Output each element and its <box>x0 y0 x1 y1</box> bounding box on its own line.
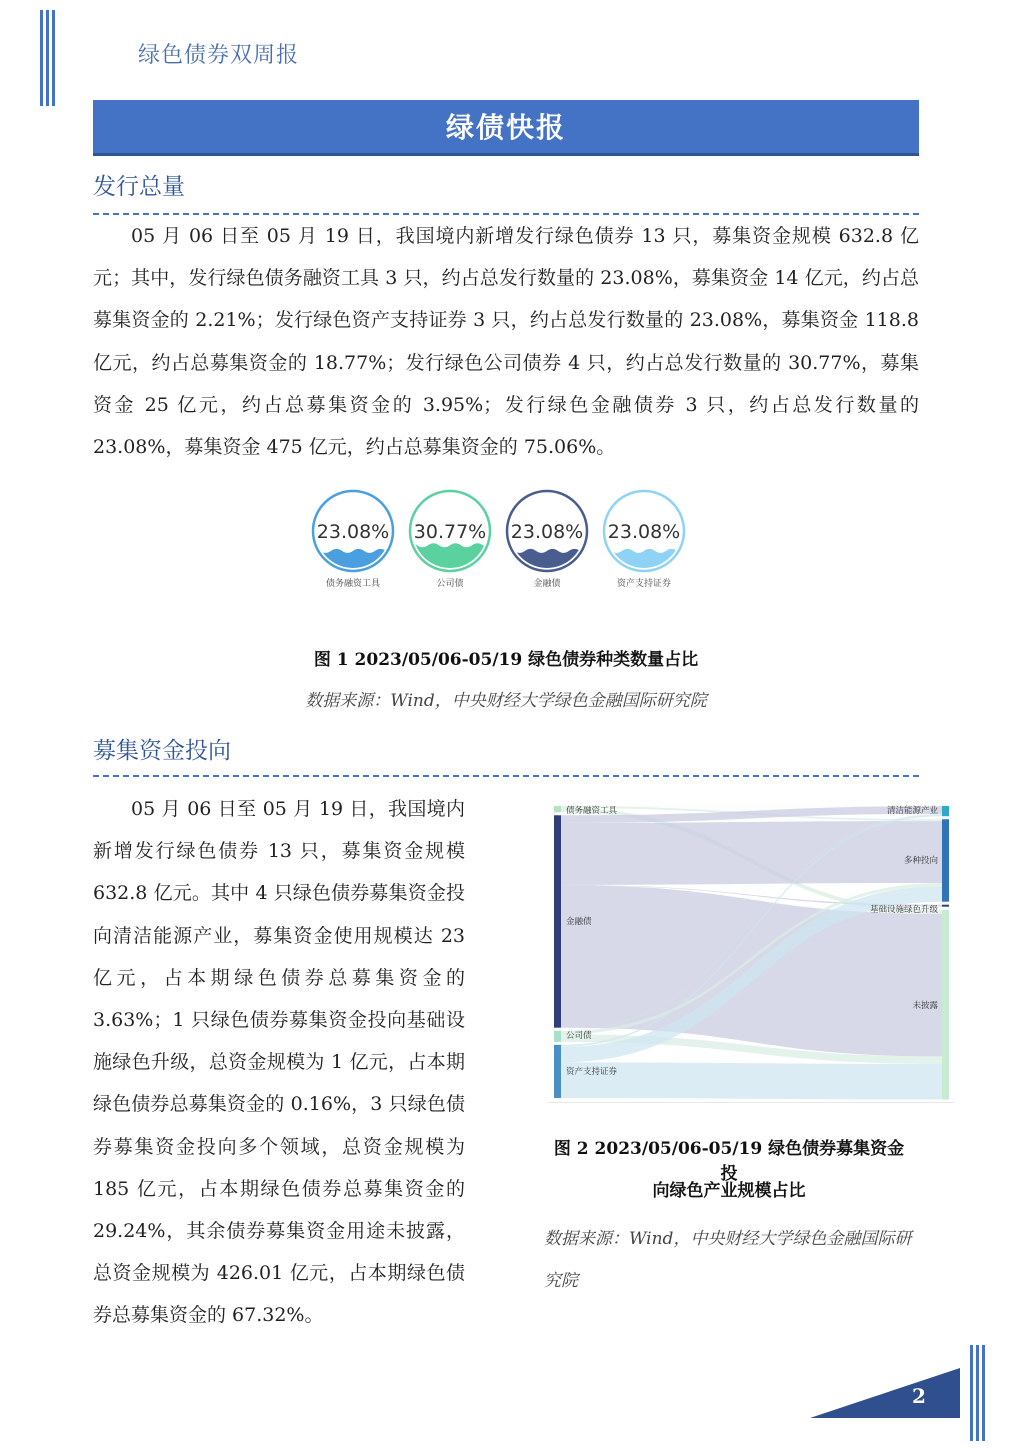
fund-use-sankey <box>548 800 954 1103</box>
gauge-value: 23.08% <box>316 521 390 543</box>
gauge-0 <box>308 487 398 589</box>
section-title-issuance: 发行总量 <box>93 174 185 200</box>
gauge-2 <box>502 487 592 589</box>
gauge-1 <box>405 487 495 589</box>
issuance-paragraph: 05 月 06 日至 05 月 19 日，我国境内新增发行绿色债券 13 只，募集资金规模 632.8 亿元；其中，发行绿色债务融资工具 3 只，约占总发行数量的 23.08%，募集资金 14 亿元，约占总募集资金的 2.21%；发行绿色资产支持证券 3 只，约占总发行数量的 23.08%，募集资金 118.8 亿元，约占总募集资金的 18.77%；发行绿色公司债券 4 只，约占总发行数量的 30.77%，募集资金 25 亿元，约占总募集资金的 3.95%；发行绿色金融债券 3 只，约占总发行数量的 23.08%，募集资金 475 亿元，约占总募集资金的 75.06%。 <box>93 225 919 459</box>
sankey-target-label: 清洁能源产业 <box>886 806 938 816</box>
figure1-source: 数据来源：Wind，中央财经大学绿色金融国际研究院 <box>305 691 707 711</box>
gauge-value: 23.08% <box>607 521 681 543</box>
section-banner: 绿债快报 <box>93 100 919 156</box>
figure2-source: 数据来源：Wind，中央财经大学绿色金融国际研究院 <box>544 1229 912 1291</box>
sankey-source-label: 公司债 <box>566 1030 592 1041</box>
sankey-target-node <box>942 905 949 907</box>
gauge-3 <box>599 487 689 589</box>
gauge-label: 债务融资工具 <box>325 579 380 589</box>
sankey-link <box>561 821 942 885</box>
page-number-badge <box>810 1368 960 1420</box>
gauge-label: 公司债 <box>436 579 464 589</box>
sankey-source-label: 债务融资工具 <box>566 806 618 816</box>
sankey-target-node <box>942 806 949 816</box>
bond-type-gauges <box>308 487 698 592</box>
sankey-target-label: 未披露 <box>912 1000 938 1011</box>
figure1-caption: 图 1 2023/05/06-05/19 绿色债券种类数量占比 <box>313 650 699 670</box>
running-title: 绿色债券双周报 <box>138 43 300 68</box>
section-divider <box>93 775 919 777</box>
sankey-source-node <box>554 815 561 1027</box>
sankey-source-node <box>554 1031 561 1042</box>
header-decoration-bars <box>40 10 60 106</box>
section-title-fund-use: 募集资金投向 <box>93 738 231 764</box>
sankey-source-label: 金融债 <box>566 917 592 928</box>
sankey-link <box>561 1062 942 1099</box>
gauge-value: 30.77% <box>413 521 487 543</box>
figure2-caption-line2: 向绿色产业规模占比 <box>652 1181 806 1201</box>
sankey-source-label: 资产支持证券 <box>566 1067 618 1078</box>
figure2-caption-line1: 图 2 2023/05/06-05/19 绿色债券募集资金投 <box>553 1139 905 1184</box>
footer-decoration-bars <box>970 1345 990 1441</box>
gauge-label: 资产支持证券 <box>616 579 671 589</box>
sankey-source-node <box>554 806 561 812</box>
fund-use-paragraph: 05 月 06 日至 05 月 19 日，我国境内新增发行绿色债券 13 只，募集资金规模 632.8 亿元。其中 4 只绿色债券募集资金投向清洁能源产业，募集资金使用规模达 23 亿元，占本期绿色债券总募集资金的 3.63%；1 只绿色债券募集资金投向基础设施绿色升级，总资金规模为 1 亿元，占本期绿色债券总募集资金的 0.16%，3 只绿色债券募集资金投向多个领域，总资金规模为 185 亿元，占本期绿色债券总募集资金的 29.24%，其余债券募集资金用途未披露，总资金规模为 426.01 亿元，占本期绿色债券总募集资金的 67.32%。 <box>93 798 465 1327</box>
sankey-target-node <box>942 819 949 901</box>
sankey-target-node <box>942 910 949 1100</box>
sankey-source-node <box>554 1045 561 1098</box>
sankey-svg <box>548 800 954 1102</box>
page-number: 2 <box>912 1384 926 1408</box>
gauge-label: 金融债 <box>533 579 561 589</box>
sankey-target-label: 基础设施绿色升级 <box>869 904 938 915</box>
gauge-value: 23.08% <box>510 521 584 543</box>
sankey-target-label: 多种投向 <box>903 856 938 867</box>
